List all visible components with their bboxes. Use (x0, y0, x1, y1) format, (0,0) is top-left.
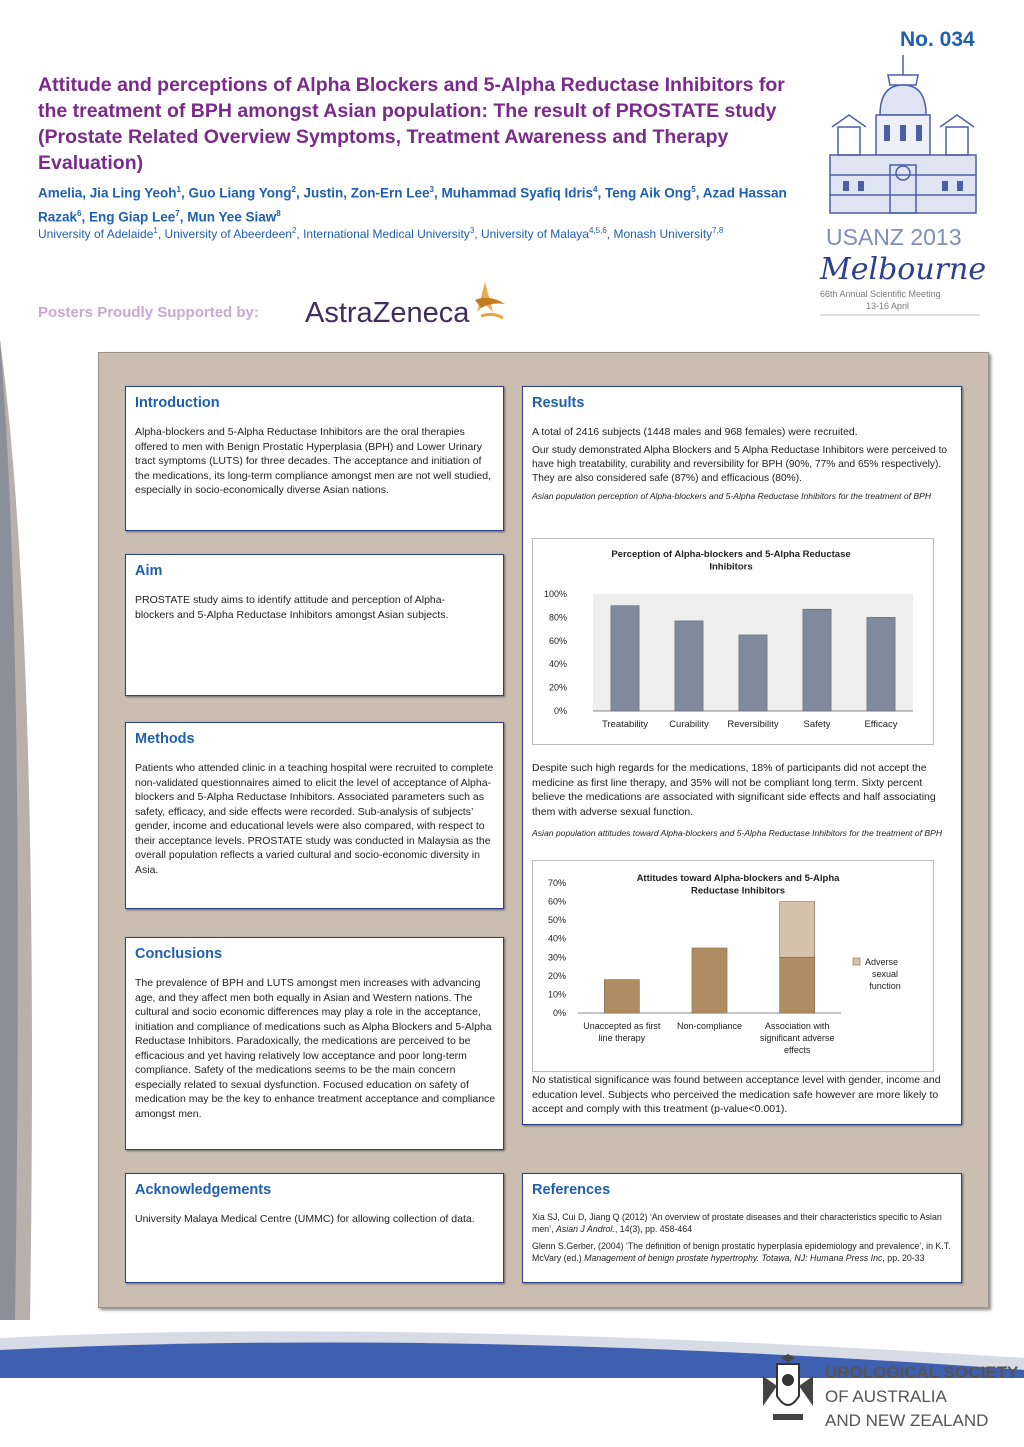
results-body-middle (532, 761, 952, 843)
chart-1-ytick-label: 40% (548, 659, 567, 670)
chart-2-title: Reductase Inhibitors (691, 885, 785, 897)
results-paragraph-4: No statistical significance was found between acceptance level with gender, income and education level. Subjects who perceived the medication safe however are more likely to accept and comply with this treatment (p-value<0.001). (532, 1074, 941, 1115)
reference-list (532, 1211, 952, 1269)
svg-text:66th Annual Scientific Meeting: 66th Annual Scientific Meeting (820, 289, 941, 299)
attitudes-chart-box (532, 860, 934, 1072)
affiliation-sup: 1 (153, 226, 158, 235)
affiliation-sup: 3 (469, 226, 475, 235)
author-list: Amelia, Jia Ling Yeoh$^1$, Guo Liang Yong$^2$, Justin, Zon-Ern Lee$^3$, Muhammad Syafiq Idris$^4$, Teng Aik Ong$^5$, Azad Hassan Razak$^6$, Eng Giap Lee$^7$, Mun Yee Siaw$^8$ (38, 185, 787, 224)
aim-heading: Aim (135, 563, 163, 579)
chart-2-legend-swatch (853, 958, 860, 965)
chart-2-category-label: Unaccepted as first (583, 1021, 661, 1031)
chart-2-caption: Asian population attitudes toward Alpha-blockers and 5-Alpha Reductase Inhibitors for the treatment of BPH (532, 828, 943, 838)
content-frame (98, 352, 989, 1308)
chart-1-ytick-label: 60% (548, 635, 567, 646)
reference-2-text: Glenn S.Gerber, (2004) ‘The definition of benign prostatic hyperplasia epidemiology and prevalence’, in K.T. McVary (ed.) (532, 1241, 951, 1263)
reference-2-book: Management of benign prostate hypertrophy. Totawa, NJ: Humana Press Inc (584, 1253, 883, 1263)
chart-1-ytick-label: 100% (543, 589, 567, 599)
reference-1-pages: , 14(3), pp. 458-464 (614, 1224, 693, 1234)
chart-1-title: Inhibitors (709, 561, 753, 573)
chart-2-category-label: Association with (764, 1021, 830, 1031)
author-name: Amelia, Jia Ling Yeoh (38, 185, 177, 201)
results-panel (522, 386, 962, 1125)
author-sup: 6 (77, 208, 82, 218)
poster-title: Attitude and perceptions of Alpha Blockers and 5-Alpha Reductase Inhibitors for the treatment of BPH amongst Asian population: The result of PROSTATE study (Prostate Related Overview Symptoms, Treatment Awareness and Therapy Evaluation) (38, 74, 785, 174)
chart-1-ytick-label: 80% (548, 612, 567, 623)
chart-2-legend-label: sexual (871, 969, 899, 979)
author-name: Mun Yee Siaw (187, 209, 277, 224)
chart-1-ytick-label: 0% (553, 706, 567, 716)
perception-chart-box (532, 538, 934, 745)
chart-2-title: Attitudes toward Alpha-blockers and 5-Alpha (636, 873, 840, 884)
reference-2-pages: , pp. 20-33 (882, 1253, 925, 1263)
chart-2-ytick-label: 50% (547, 915, 566, 926)
urological-society-logo (755, 1356, 1019, 1436)
usanz-2013-logo (818, 55, 988, 320)
references-heading: References (532, 1182, 611, 1198)
svg-text:OF AUSTRALIA: OF AUSTRALIA (825, 1387, 947, 1406)
affiliation-name: University of Malaya (480, 227, 589, 241)
decorative-swoosh (0, 340, 60, 1320)
svg-text:13-16 April: 13-16 April (866, 301, 910, 311)
svg-text:AND NEW ZEALAND: AND NEW ZEALAND (825, 1411, 989, 1430)
methods-panel (125, 722, 504, 909)
reference-1 (532, 1211, 952, 1235)
astrazeneca-logo (303, 278, 513, 330)
chart-1-bar (611, 606, 639, 711)
reference-2 (532, 1240, 952, 1264)
chart-2-category-label: effects (783, 1045, 811, 1055)
chart-2-bar-segment (692, 948, 727, 1013)
chart-2-bar-segment (780, 957, 815, 1013)
chart-2-ytick-label: 70% (547, 878, 566, 888)
author-sup: 1 (176, 185, 181, 194)
chart-2-category-label: Non-compliance (676, 1021, 743, 1031)
reference-1-text: Xia SJ, Cui D, Jiang Q (2012) ‘An overview of prostate diseases and their characteristics specific to Asian men’, (532, 1212, 942, 1234)
chart-1-category-label: Reversibility (727, 719, 779, 730)
chart-1-category-label: Efficacy (864, 719, 898, 730)
results-paragraph-2: Our study demonstrated Alpha Blockers and 5 Alpha Reductase Inhibitors were perceived to have high treatability, curability and reversibility for BPH (90%, 77% and 65% respectively). They are also considered safe (87%) and efficacious (80%). (532, 444, 948, 484)
chart-1-bar (867, 617, 895, 711)
affiliation-name: University of Adelaide (38, 227, 154, 241)
supported-by-label: Posters Proudly Supported by: (38, 304, 259, 321)
svg-text:USANZ 2013: USANZ 2013 (826, 224, 962, 250)
results-paragraph-1: A total of 2416 subjects (1448 males and 968 females) were recruited. (532, 426, 858, 438)
methods-text: Patients who attended clinic in a teaching hospital were recruited to complete non-validated questionnaires aimed to elicit the level of acceptance of Alpha-blockers and 5-Alpha Reductase Inhibitors. Associated parameters such as safety, efficacy, and side effects were recorded. Sub-analysis of subjects’ gender, income and educational levels were also compared, with respect to their acceptance levels. PROSTATE study was conducted in Malaysia as the overall population reflects a varied cultural and socio-economic diversity in Asia. (135, 762, 494, 876)
chart-2-ytick-label: 60% (547, 896, 566, 907)
chart-1-ytick-label: 20% (548, 682, 567, 693)
poster-number: No. 034 (900, 28, 975, 51)
conclusions-panel (125, 937, 504, 1150)
chart-2-bar-segment (604, 980, 639, 1013)
chart-2-bar-segment (780, 902, 815, 958)
chart-2-legend-label: function (869, 981, 901, 991)
author-name: Guo Liang Yong (188, 185, 292, 201)
chart-1-category-label: Curability (669, 719, 709, 730)
chart-1-category-label: Safety (803, 719, 831, 730)
chart-1-caption: Asian population perception of Alpha-blockers and 5-Alpha Reductase Inhibitors for the treatment of BPH (532, 490, 932, 501)
svg-text:AstraZeneca: AstraZeneca (305, 297, 470, 329)
author-sup: 8 (276, 208, 281, 218)
conclusions-heading: Conclusions (135, 946, 223, 962)
author-name: Teng Aik Ong (604, 185, 692, 201)
affiliation-name: University of Abeerdeen (164, 227, 292, 241)
author-sup: 7 (175, 208, 180, 218)
chart-2-ytick-label: 30% (547, 952, 566, 963)
chart-2-legend-label: Adverse (865, 957, 899, 967)
chart-2-ytick-label: 10% (547, 989, 566, 1000)
author-sup: 5 (691, 185, 696, 194)
acknowledgements-text: University Malaya Medical Centre (UMMC) for allowing collection of data. (135, 1213, 475, 1225)
results-paragraph-3: Despite such high regards for the medications, 18% of participants did not accept the medicine as first line therapy, and 35% will not be compliant long term. Sixty percent believe the medications are associated with significant side effects and half associating them with adverse sexual function. (532, 762, 936, 818)
aim-text: PROSTATE study aims to identify attitude and perception of Alpha-blockers and 5-Alpha Reductase Inhibitors amongst Asian subjects. (135, 594, 449, 621)
svg-text:Melbourne: Melbourne (820, 252, 987, 287)
results-heading: Results (532, 395, 585, 411)
affiliation-sup: 4,5,6 (588, 226, 607, 235)
chart-2-ytick-label: 0% (552, 1008, 566, 1018)
chart-1-bar (675, 621, 703, 711)
perception-bar-chart (533, 539, 933, 744)
svg-text:UROLOGICAL SOCIETY: UROLOGICAL SOCIETY (825, 1363, 1019, 1382)
chart-2-category-label: line therapy (598, 1033, 646, 1043)
affiliation-sup: 7,8 (712, 226, 724, 235)
chart-1-category-label: Treatability (601, 719, 649, 730)
acknowledgements-heading: Acknowledgements (135, 1182, 272, 1198)
introduction-panel (125, 386, 504, 531)
results-body-top (532, 425, 952, 506)
author-name: Eng Giap Lee (89, 209, 176, 224)
author-sup: 3 (429, 185, 434, 194)
introduction-heading: Introduction (135, 395, 220, 411)
author-name: Azad Hassan Razak (38, 185, 787, 224)
chart-1-title: Perception of Alpha-blockers and 5-Alpha Reductase (611, 549, 851, 560)
chart-2-category-label: significant adverse (759, 1033, 835, 1043)
chart-2-ytick-label: 20% (547, 970, 566, 981)
introduction-text: Alpha-blockers and 5-Alpha Reductase Inhibitors are the oral therapies offered to men with Benign Prostatic Hyperplasia (BPH) and Lower Urinary tract symptoms (LUTS) for three decades. The acceptance and initiation of the medications, its long-term compliance amongst men are not well studied, especially in socio-economically diverse Asian nations. (135, 426, 492, 496)
affiliation-name: Monash University (613, 227, 713, 241)
affiliation-sup: 2 (291, 226, 297, 235)
aim-panel (125, 554, 504, 696)
conclusions-text: The prevalence of BPH and LUTS amongst men increases with advancing age, and they affect men both equally in Asian and Western nations. The cultural and socio economic differences may play a role in the acceptance, initiation and compliance of medications such as Alpha Blockers and 5-Alpha Reductase Inhibitors. Paradoxically, the medications are perceived to be efficacious and yet having relatively low acceptance and poor long-term compliance. Safety of the medications seems to be the main concern especially related to sexual dysfunction. Focused education on safety of medication may be the key to enhance treatment acceptance and compliance amongst men. (135, 977, 496, 1120)
author-sup: 4 (593, 185, 598, 194)
methods-heading: Methods (135, 731, 195, 747)
affiliation-name: International Medical University (303, 227, 470, 241)
affiliation-list: University of Adelaide$^1$, University of Abeerdeen$^2$, International Medical University$^3$, University of Malaya$^{4,5,6}$, Monash University$^{7,8}$ (38, 226, 724, 241)
references-panel (522, 1173, 962, 1283)
chart-1-bar (739, 635, 767, 711)
reference-1-journal: Asian J Androl. (555, 1224, 615, 1234)
chart-1-bar (803, 609, 831, 711)
author-sup: 2 (291, 185, 296, 194)
acknowledgements-panel (125, 1173, 504, 1283)
author-name: Muhammad Syafiq Idris (441, 185, 594, 201)
chart-2-ytick-label: 40% (547, 933, 566, 944)
author-name: Justin, Zon-Ern Lee (303, 185, 430, 201)
attitudes-stacked-bar-chart (533, 861, 933, 1071)
